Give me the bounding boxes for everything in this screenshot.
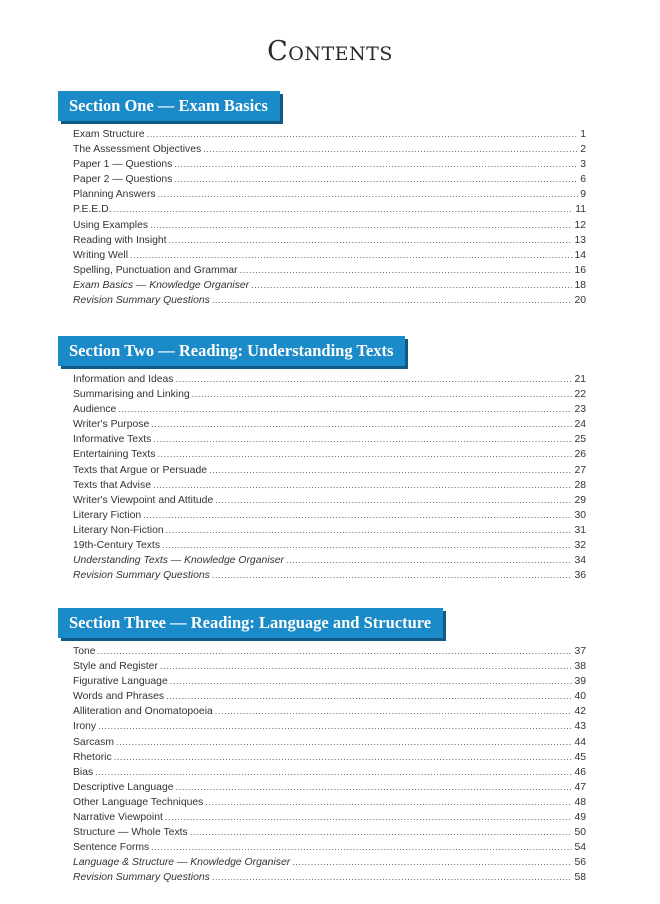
toc-entry-page: 45 — [574, 751, 586, 763]
toc-entry-label: Style and Register — [73, 661, 158, 673]
toc-entry-label: Planning Answers — [73, 189, 156, 201]
toc-entry-label: Other Language Techniques — [73, 796, 204, 808]
toc-entry[interactable] — [73, 157, 586, 172]
toc-entry-page: 18 — [574, 279, 586, 291]
dot-leader — [170, 674, 573, 688]
toc-entry-label: P.E.E.D. — [73, 204, 112, 216]
toc-entry-label: Informative Texts — [73, 434, 152, 446]
toc-entry-label: Texts that Advise — [73, 479, 151, 491]
toc-entry-page: 11 — [575, 204, 586, 216]
dot-leader — [209, 463, 572, 477]
toc-entry[interactable] — [73, 202, 586, 217]
dot-leader — [153, 478, 572, 492]
toc-entry[interactable] — [73, 187, 586, 202]
toc-entry-label: Revision Summary Questions — [73, 570, 210, 582]
toc-entry-page: 12 — [574, 219, 586, 231]
dot-leader — [251, 278, 572, 292]
toc-list — [73, 372, 586, 583]
toc-entry-page: 38 — [574, 661, 586, 673]
dot-leader — [116, 735, 572, 749]
toc-entry-page: 21 — [574, 374, 586, 385]
toc-entry[interactable] — [73, 417, 586, 432]
toc-entry-page: 40 — [574, 691, 586, 703]
toc-list — [73, 127, 586, 308]
toc-entry-page: 32 — [574, 540, 586, 552]
dot-leader — [95, 765, 572, 779]
toc-entry[interactable] — [73, 447, 586, 462]
toc-entry-page: 16 — [574, 264, 586, 276]
toc-entry-label: Tone — [73, 646, 96, 657]
dot-leader — [203, 142, 578, 156]
toc-entry-label: Sarcasm — [73, 736, 114, 748]
toc-entry-label: Texts that Argue or Persuade — [73, 464, 208, 476]
toc-entry[interactable] — [73, 387, 586, 402]
toc-entry-page: 6 — [580, 174, 586, 186]
toc-entry-label: Literary Fiction — [73, 509, 142, 521]
toc-entry-page: 50 — [574, 827, 586, 839]
toc-entry-label: Revision Summary Questions — [73, 872, 210, 884]
dot-leader — [212, 293, 573, 307]
section-heading: Section Three — Reading: Language and Structure — [58, 608, 443, 638]
dot-leader — [147, 127, 579, 141]
dot-leader — [174, 172, 578, 186]
toc-entry[interactable] — [73, 172, 586, 187]
toc-entry[interactable] — [73, 750, 586, 765]
toc-entry-page: 46 — [574, 766, 586, 778]
dot-leader — [190, 825, 573, 839]
toc-entry-label: Language & Structure — Knowledge Organiser — [73, 857, 291, 869]
toc-entry-page: 26 — [574, 449, 586, 461]
toc-entry-page: 27 — [574, 464, 586, 476]
toc-entry[interactable] — [73, 127, 586, 142]
dot-leader — [205, 795, 572, 809]
dot-leader — [143, 508, 572, 522]
toc-entry[interactable] — [73, 840, 586, 855]
toc-entry[interactable] — [73, 142, 586, 157]
toc-entry-label: Literary Non-Fiction — [73, 524, 164, 536]
toc-entry[interactable] — [73, 553, 586, 568]
section-two — [58, 336, 588, 583]
dot-leader — [176, 780, 573, 794]
dot-leader — [160, 659, 573, 673]
toc-entry-page: 1 — [580, 129, 586, 140]
dot-leader — [98, 644, 573, 658]
toc-entry[interactable] — [73, 463, 586, 478]
dot-leader — [286, 553, 572, 567]
dot-leader — [169, 233, 573, 247]
toc-entry-label: Bias — [73, 766, 94, 778]
dot-leader — [153, 432, 572, 446]
toc-entry-page: 54 — [574, 842, 586, 854]
toc-entry-label: Paper 1 — Questions — [73, 159, 173, 171]
page-title: Contents — [267, 36, 393, 67]
toc-entry-page: 39 — [574, 676, 586, 688]
dot-leader — [130, 248, 572, 262]
toc-entry-label: Summarising and Linking — [73, 389, 190, 401]
toc-entry-label: Revision Summary Questions — [73, 295, 210, 307]
toc-entry-page: 28 — [574, 479, 586, 491]
toc-entry-page: 20 — [574, 295, 586, 307]
dot-leader — [118, 402, 572, 416]
toc-entry[interactable] — [73, 538, 586, 553]
toc-entry-page: 31 — [574, 524, 586, 536]
dot-leader — [162, 538, 572, 552]
dot-leader — [151, 417, 572, 431]
dot-leader — [150, 218, 572, 232]
dot-leader — [174, 157, 578, 171]
toc-entry-page: 56 — [574, 857, 586, 869]
toc-entry-label: Irony — [73, 721, 97, 733]
toc-entry[interactable] — [73, 293, 586, 308]
dot-leader — [98, 719, 572, 733]
toc-entry-label: Entertaining Texts — [73, 449, 156, 461]
toc-entry-label: Alliteration and Onomatopoeia — [73, 706, 213, 718]
toc-entry[interactable] — [73, 493, 586, 508]
toc-entry-label: Structure — Whole Texts — [73, 827, 188, 839]
dot-leader — [166, 689, 572, 703]
toc-entry[interactable] — [73, 825, 586, 840]
toc-entry-page: 37 — [574, 646, 586, 657]
toc-entry[interactable] — [73, 689, 586, 704]
toc-entry-label: Words and Phrases — [73, 691, 165, 703]
toc-entry-label: Understanding Texts — Knowledge Organiser — [73, 555, 285, 567]
toc-entry-page: 36 — [574, 570, 586, 582]
toc-entry-page: 34 — [574, 555, 586, 567]
dot-leader — [215, 704, 573, 718]
toc-entry-label: The Assessment Objectives — [73, 144, 202, 156]
toc-entry[interactable] — [73, 735, 586, 750]
toc-entry[interactable] — [73, 780, 586, 795]
toc-entry-page: 25 — [574, 434, 586, 446]
toc-entry[interactable] — [73, 218, 586, 233]
toc-entry-page: 3 — [580, 159, 586, 171]
toc-entry[interactable] — [73, 765, 586, 780]
toc-entry[interactable] — [73, 263, 586, 278]
toc-entry-page: 58 — [574, 872, 586, 884]
toc-entry-label: Rhetoric — [73, 751, 112, 763]
dot-leader — [157, 447, 572, 461]
toc-entry[interactable] — [73, 795, 586, 810]
toc-entry-page: 44 — [574, 736, 586, 748]
toc-entry-page: 9 — [580, 189, 586, 201]
toc-entry-label: Writing Well — [73, 249, 129, 261]
dot-leader — [158, 187, 579, 201]
toc-entry-label: Descriptive Language — [73, 781, 174, 793]
toc-entry-label: Exam Structure — [73, 129, 145, 140]
dot-leader — [240, 263, 573, 277]
toc-entry[interactable] — [73, 523, 586, 538]
toc-entry-label: Audience — [73, 404, 117, 416]
toc-entry-page: 42 — [574, 706, 586, 718]
toc-entry[interactable] — [73, 704, 586, 719]
dot-leader — [212, 568, 573, 582]
toc-entry-label: Writer's Purpose — [73, 419, 150, 431]
toc-entry-label: Information and Ideas — [73, 374, 174, 385]
toc-entry-label: Writer's Viewpoint and Attitude — [73, 494, 214, 506]
dot-leader — [176, 372, 573, 386]
toc-entry[interactable] — [73, 719, 586, 734]
toc-entry-page: 43 — [574, 721, 586, 733]
toc-entry[interactable] — [73, 568, 586, 583]
dot-leader — [151, 840, 572, 854]
dot-leader — [215, 493, 572, 507]
toc-entry-page: 14 — [574, 249, 586, 261]
toc-list — [73, 644, 586, 886]
toc-entry-label: Narrative Viewpoint — [73, 812, 163, 824]
toc-entry[interactable] — [73, 674, 586, 689]
dot-leader — [165, 810, 573, 824]
toc-entry-page: 2 — [580, 144, 586, 156]
toc-entry[interactable] — [73, 402, 586, 417]
dot-leader — [114, 750, 573, 764]
toc-entry-page: 47 — [574, 781, 586, 793]
toc-entry-page: 13 — [574, 234, 586, 246]
toc-entry-label: Sentence Forms — [73, 842, 150, 854]
dot-leader — [166, 523, 573, 537]
toc-entry-page: 22 — [574, 389, 586, 401]
section-one — [58, 91, 588, 308]
toc-entry-label: Using Examples — [73, 219, 149, 231]
toc-entry[interactable] — [73, 248, 586, 263]
dot-leader — [192, 387, 573, 401]
dot-leader — [114, 202, 574, 216]
toc-entry-label: Figurative Language — [73, 676, 168, 688]
toc-entry-label: Exam Basics — Knowledge Organiser — [73, 279, 250, 291]
toc-entry-page: 23 — [574, 404, 586, 416]
dot-leader — [292, 855, 572, 869]
toc-entry-page: 24 — [574, 419, 586, 431]
toc-entry-page: 29 — [574, 494, 586, 506]
dot-leader — [212, 870, 573, 884]
toc-entry[interactable] — [73, 644, 586, 659]
toc-entry[interactable] — [73, 432, 586, 447]
toc-entry[interactable] — [73, 659, 586, 674]
section-heading: Section One — Exam Basics — [58, 91, 280, 121]
section-heading: Section Two — Reading: Understanding Texts — [58, 336, 405, 366]
toc-entry-page: 49 — [574, 812, 586, 824]
toc-entry[interactable] — [73, 478, 586, 493]
toc-entry[interactable] — [73, 870, 586, 885]
toc-entry[interactable] — [73, 810, 586, 825]
toc-entry-label: 19th-Century Texts — [73, 540, 161, 552]
toc-entry[interactable] — [73, 372, 586, 387]
toc-entry[interactable] — [73, 233, 586, 248]
toc-entry[interactable] — [73, 855, 586, 870]
toc-entry[interactable] — [73, 278, 586, 293]
toc-entry-label: Spelling, Punctuation and Grammar — [73, 264, 238, 276]
toc-entry-label: Reading with Insight — [73, 234, 167, 246]
toc-entry[interactable] — [73, 508, 586, 523]
section-three — [58, 608, 588, 886]
toc-entry-page: 48 — [574, 796, 586, 808]
toc-entry-label: Paper 2 — Questions — [73, 174, 173, 186]
toc-entry-page: 30 — [574, 509, 586, 521]
